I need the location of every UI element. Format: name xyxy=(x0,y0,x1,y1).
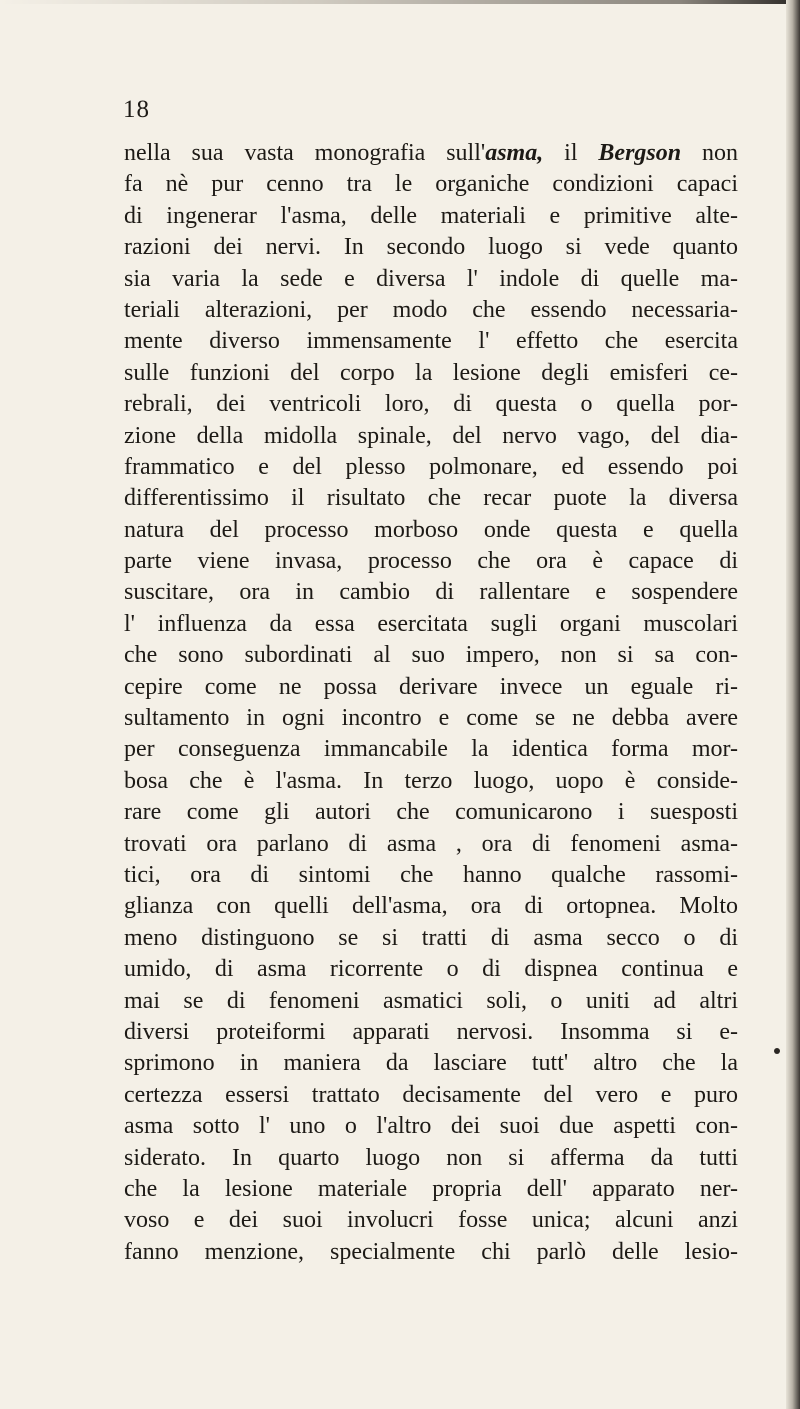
text-line-20: per conseguenza immancabile la identica forma mor- xyxy=(124,736,738,763)
ink-dot xyxy=(774,1048,780,1054)
text-line-5: sia varia la sede e diversa l' indole di quelle ma- xyxy=(124,265,738,292)
text-line-36: fanno menzione, specialmente chi parlò delle lesio- xyxy=(124,1238,738,1265)
text-line-33: siderato. In quarto luogo non si afferma da tutti xyxy=(124,1144,738,1171)
text-line-32: asma sotto l' uno o l'altro dei suoi due aspetti con- xyxy=(124,1113,738,1140)
text-line-15: suscitare, ora in cambio di rallentare e sospendere xyxy=(124,579,738,606)
text-line-3: di ingenerar l'asma, delle materiali e primitive alte- xyxy=(124,202,738,229)
text-line-29: diversi proteiformi apparati nervosi. Insomma si e- xyxy=(124,1018,738,1045)
top-edge-shadow xyxy=(0,0,800,4)
text-line-9: rebrali, dei ventricoli loro, di questa o quella por- xyxy=(124,391,738,418)
text-line-24: tici, ora di sintomi che hanno qualche rassomi- xyxy=(124,861,738,888)
italic-bergson: Bergson xyxy=(598,140,682,166)
page-number: 18 xyxy=(123,96,150,123)
text-line-11: frammatico e del plesso polmonare, ed essendo poi xyxy=(124,453,738,480)
text-line-6: teriali alterazioni, per modo che essendo necessaria- xyxy=(124,296,738,323)
text-line-13: natura del processo morboso onde questa e quella xyxy=(124,516,738,543)
text-line-2: fa nè pur cenno tra le organiche condizioni capaci xyxy=(124,171,738,198)
right-edge-shadow xyxy=(786,0,800,1409)
text-line-8: sulle funzioni del corpo la lesione degli emisferi ce- xyxy=(124,359,738,386)
text-line-1: nella sua vasta monografia sull'asma, il Bergson non xyxy=(124,140,739,166)
text-line-7: mente diverso immensamente l' effetto che esercita xyxy=(124,328,738,355)
text-line-30: sprimono in maniera da lasciare tutt' altro che la xyxy=(124,1050,738,1077)
text-line-35: voso e dei suoi involucri fosse unica; alcuni anzi xyxy=(124,1207,738,1234)
text-line-27: umido, di asma ricorrente o di dispnea continua e xyxy=(124,956,738,983)
text-line-31: certezza essersi trattato decisamente del vero e puro xyxy=(124,1081,738,1108)
body-text xyxy=(124,138,738,1268)
text-line-14: parte viene invasa, processo che ora è capace di xyxy=(124,548,738,575)
text-line-22: rare come gli autori che comunicarono i suesposti xyxy=(124,799,738,826)
text-line-28: mai se di fenomeni asmatici soli, o uniti ad altri xyxy=(124,987,738,1014)
text-line-25: glianza con quelli dell'asma, ora di ortopnea. Molto xyxy=(124,893,738,920)
text-line-4: razioni dei nervi. In secondo luogo si vede quanto xyxy=(124,234,738,261)
text-line-17: che sono subordinati al suo impero, non si sa con- xyxy=(124,642,738,669)
text-line-23: trovati ora parlano di asma , ora di fenomeni asma- xyxy=(124,830,738,857)
text-line-10: zione della midolla spinale, del nervo vago, del dia- xyxy=(124,422,738,449)
text-line-12: differentissimo il risultato che recar puote la diversa xyxy=(124,485,738,512)
text-line-16: l' influenza da essa esercitata sugli organi muscolari xyxy=(124,610,738,637)
text-line-26: meno distinguono se si tratti di asma secco o di xyxy=(124,924,738,951)
text-line-18: cepire come ne possa derivare invece un eguale ri- xyxy=(124,673,738,700)
text-line-34: che la lesione materiale propria dell' apparato ner- xyxy=(124,1175,738,1202)
text-line-21: bosa che è l'asma. In terzo luogo, uopo è conside- xyxy=(124,767,738,794)
text-line-19: sultamento in ogni incontro e come se ne debba avere xyxy=(124,705,738,732)
italic-asma: asma, xyxy=(485,140,544,166)
